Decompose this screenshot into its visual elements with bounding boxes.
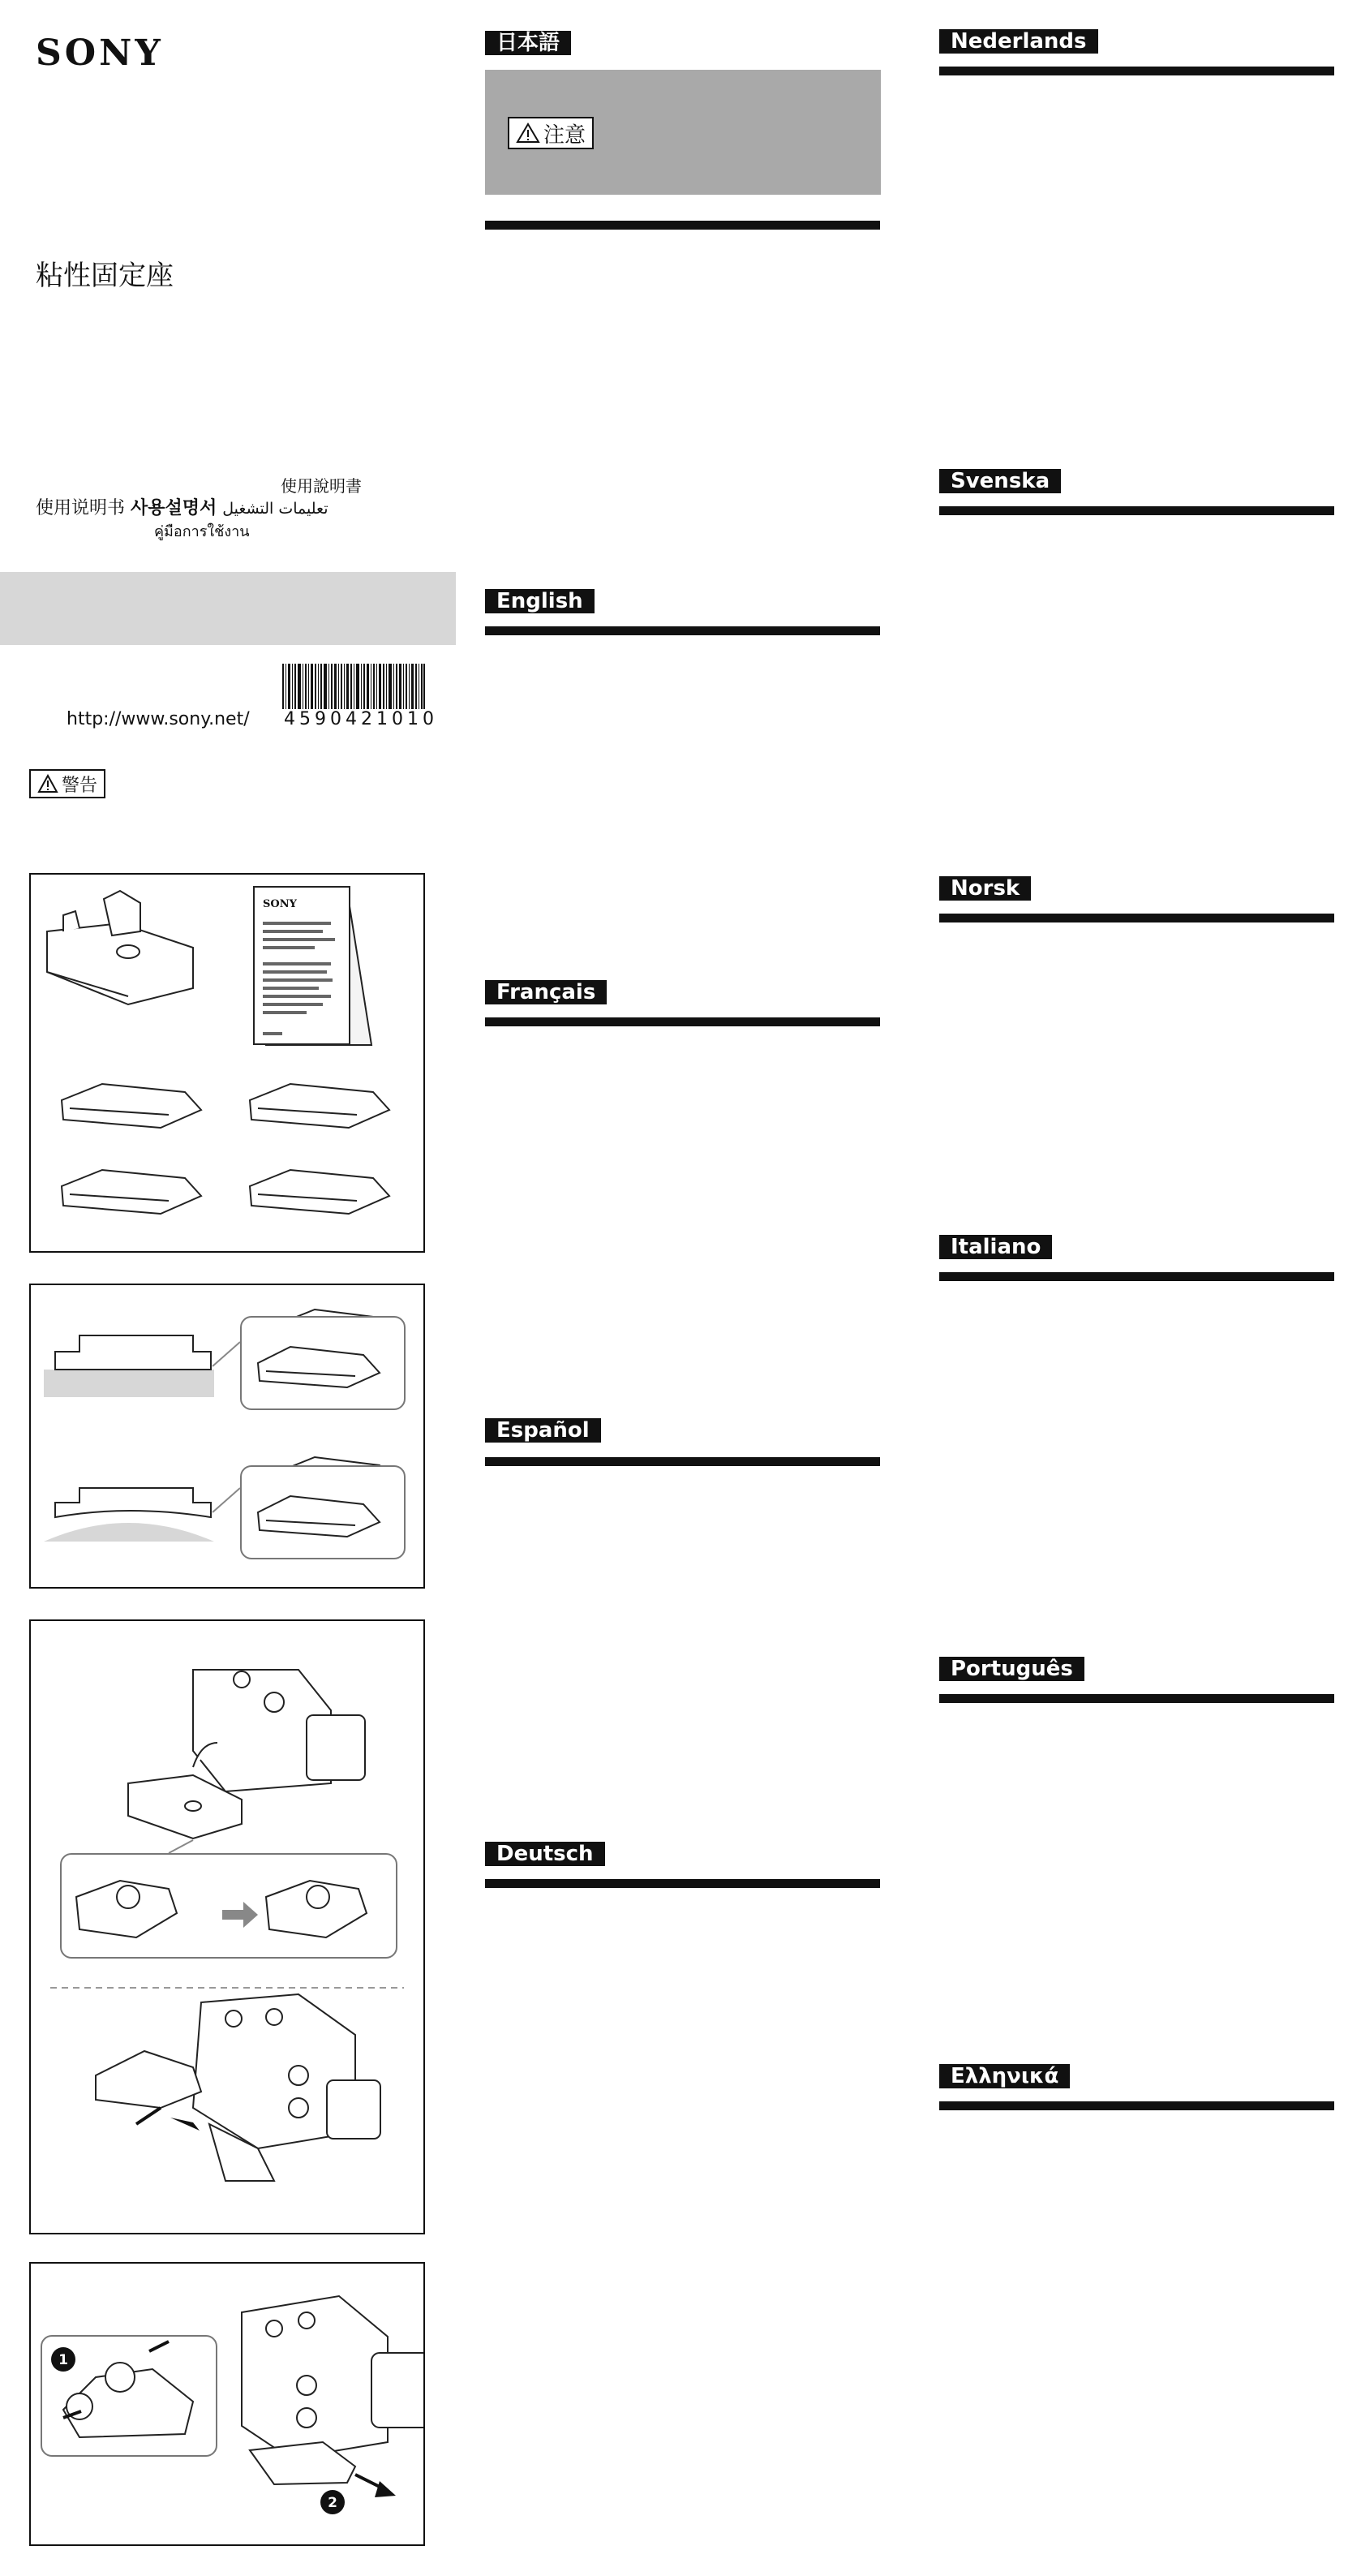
section-dutch-rule	[939, 67, 1334, 75]
brand-logo: SONY	[36, 32, 164, 74]
section-italian-rule	[939, 1272, 1334, 1281]
section-german-rule	[485, 1879, 880, 1888]
product-title: 粘性固定座	[36, 260, 174, 292]
booklet-logo: SONY	[263, 898, 297, 910]
step-2-badge: 2	[328, 2495, 337, 2511]
caution-label	[508, 117, 594, 149]
section-norwegian-rule	[939, 914, 1334, 922]
manual-title-traditional-chinese: 使用說明書	[281, 476, 362, 496]
manual-titles-row	[36, 494, 328, 519]
step-1-badge: 1	[58, 2352, 68, 2368]
section-swedish-rule	[939, 506, 1334, 515]
sony-url: http://www.sony.net/	[67, 709, 250, 729]
section-swedish-label: Svenska	[939, 469, 1061, 493]
manual-title-korean: 사용설명서	[131, 498, 217, 518]
manual-title-simplified-chinese: 使用说明书	[36, 498, 126, 518]
section-dutch-label: Nederlands	[939, 29, 1098, 54]
figure-attach-buckle	[29, 1619, 425, 2234]
buckle-lock-steps	[31, 1621, 423, 2233]
warning-label	[29, 769, 105, 798]
barcode-number: 4590421010	[284, 709, 438, 729]
barcode-icon	[282, 664, 425, 709]
section-italian-label: Italiano	[939, 1235, 1052, 1259]
warning-triangle-icon	[37, 774, 58, 793]
section-portuguese-rule	[939, 1694, 1334, 1703]
section-spanish-rule	[485, 1457, 880, 1466]
section-spanish-label: Español	[485, 1418, 601, 1443]
section-greek-label: Ελληνικά	[939, 2064, 1070, 2088]
caution-text: 注意	[543, 123, 586, 148]
manual-title-arabic: تعليمات التشغيل	[222, 500, 328, 518]
section-english-label: English	[485, 589, 595, 613]
release-detail	[31, 2264, 423, 2544]
figure-package-contents	[29, 873, 425, 1253]
section-french-rule	[485, 1017, 880, 1026]
warning-triangle-icon	[516, 123, 540, 144]
section-japanese-rule	[485, 221, 880, 230]
section-norwegian-label: Norsk	[939, 876, 1031, 901]
arrow-right-icon	[222, 1902, 258, 1928]
figure-flat-curved-mount	[29, 1284, 425, 1589]
gray-band	[0, 572, 456, 645]
section-greek-rule	[939, 2101, 1334, 2110]
section-english-rule	[485, 626, 880, 635]
section-portuguese-label: Português	[939, 1657, 1084, 1681]
figure-remove-buckle	[29, 2262, 425, 2546]
callout-mount-drawings	[31, 1285, 423, 1587]
package-contents-illustration	[31, 875, 423, 1251]
manual-title-thai: คู่มือการใช้งาน	[154, 523, 250, 540]
section-japanese-label: 日本語	[485, 31, 571, 55]
section-french-label: Français	[485, 980, 607, 1004]
section-german-label: Deutsch	[485, 1842, 605, 1866]
warning-text: 警告	[62, 775, 98, 796]
